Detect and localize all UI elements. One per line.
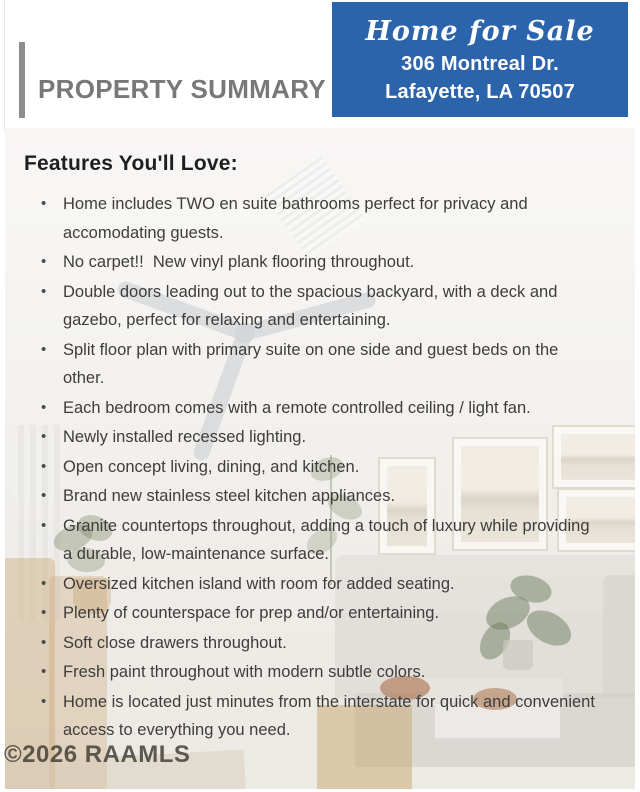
bullet-icon: • <box>41 574 47 592</box>
feature-item-text: Home is located just minutes from the interstate for quick and convenient access to everything you need. <box>63 692 600 739</box>
feature-item <box>41 248 640 277</box>
bullet-icon: • <box>41 692 47 710</box>
sale-banner <box>332 2 628 117</box>
bullet-icon: • <box>41 195 47 212</box>
watermark: ©2026 RAAMLS <box>4 741 191 768</box>
bullet-icon: • <box>41 253 47 270</box>
bullet-icon: • <box>41 457 47 475</box>
feature-item <box>41 278 640 335</box>
bullet-icon: • <box>41 487 47 504</box>
bullet-icon: • <box>41 633 47 651</box>
feature-item <box>41 423 640 452</box>
feature-item-text: Home includes TWO en suite bathrooms perfect for privacy and accomodating guests. <box>63 195 533 242</box>
feature-item <box>41 599 640 628</box>
feature-item <box>41 394 640 423</box>
bullet-icon: • <box>41 428 47 445</box>
feature-item-text: Split floor plan with primary suite on one side and guest beds on the other. <box>63 340 563 387</box>
banner-tagline: Home for Sale <box>365 15 595 47</box>
feature-item <box>41 190 640 247</box>
feature-item-text: Double doors leading out to the spacious backyard, with a deck and gazebo, perfect for relaxing and entertaining. <box>63 282 562 329</box>
feature-item <box>41 629 640 658</box>
banner-address-line1: 306 Montreal Dr. <box>401 52 559 75</box>
feature-item-text: Brand new stainless steel kitchen appliances. <box>63 487 396 505</box>
title-accent-bar <box>19 42 25 118</box>
feature-item-text: Granite countertops throughout, adding a touch of luxury while providing a durable, low-maintenance surface. <box>63 516 595 563</box>
feature-item <box>41 512 640 569</box>
feature-item-text: Fresh paint throughout with modern subtle colors. <box>63 663 426 681</box>
feature-item-text: Open concept living, dining, and kitchen. <box>63 457 360 476</box>
bullet-icon: • <box>41 282 47 300</box>
feature-item-text: Each bedroom comes with a remote controlled ceiling / light fan. <box>63 398 531 417</box>
features-heading: Features You'll Love: <box>24 152 238 175</box>
feature-item <box>41 658 640 687</box>
bullet-icon: • <box>41 663 47 680</box>
feature-item-text: Oversized kitchen island with room for added seating. <box>63 574 455 593</box>
feature-item-text: Newly installed recessed lighting. <box>63 428 307 446</box>
bullet-icon: • <box>41 398 47 416</box>
feature-item <box>41 570 640 599</box>
features-section <box>0 128 640 746</box>
feature-item <box>41 453 640 482</box>
feature-item <box>41 336 640 393</box>
bullet-icon: • <box>41 340 47 358</box>
bullet-icon: • <box>41 516 47 534</box>
left-edge-divider <box>4 0 5 132</box>
page-title: PROPERTY SUMMARY <box>38 74 326 104</box>
features-list <box>0 190 640 745</box>
feature-item <box>41 482 640 511</box>
bullet-icon: • <box>41 604 47 621</box>
feature-item-text: Plenty of counterspace for prep and/or entertaining. <box>63 604 440 622</box>
feature-item-text: Soft close drawers throughout. <box>63 633 287 652</box>
feature-item <box>41 688 640 745</box>
feature-item-text: No carpet!! New vinyl plank flooring throughout. <box>63 253 415 271</box>
banner-address-line2: Lafayette, LA 70507 <box>385 80 575 103</box>
